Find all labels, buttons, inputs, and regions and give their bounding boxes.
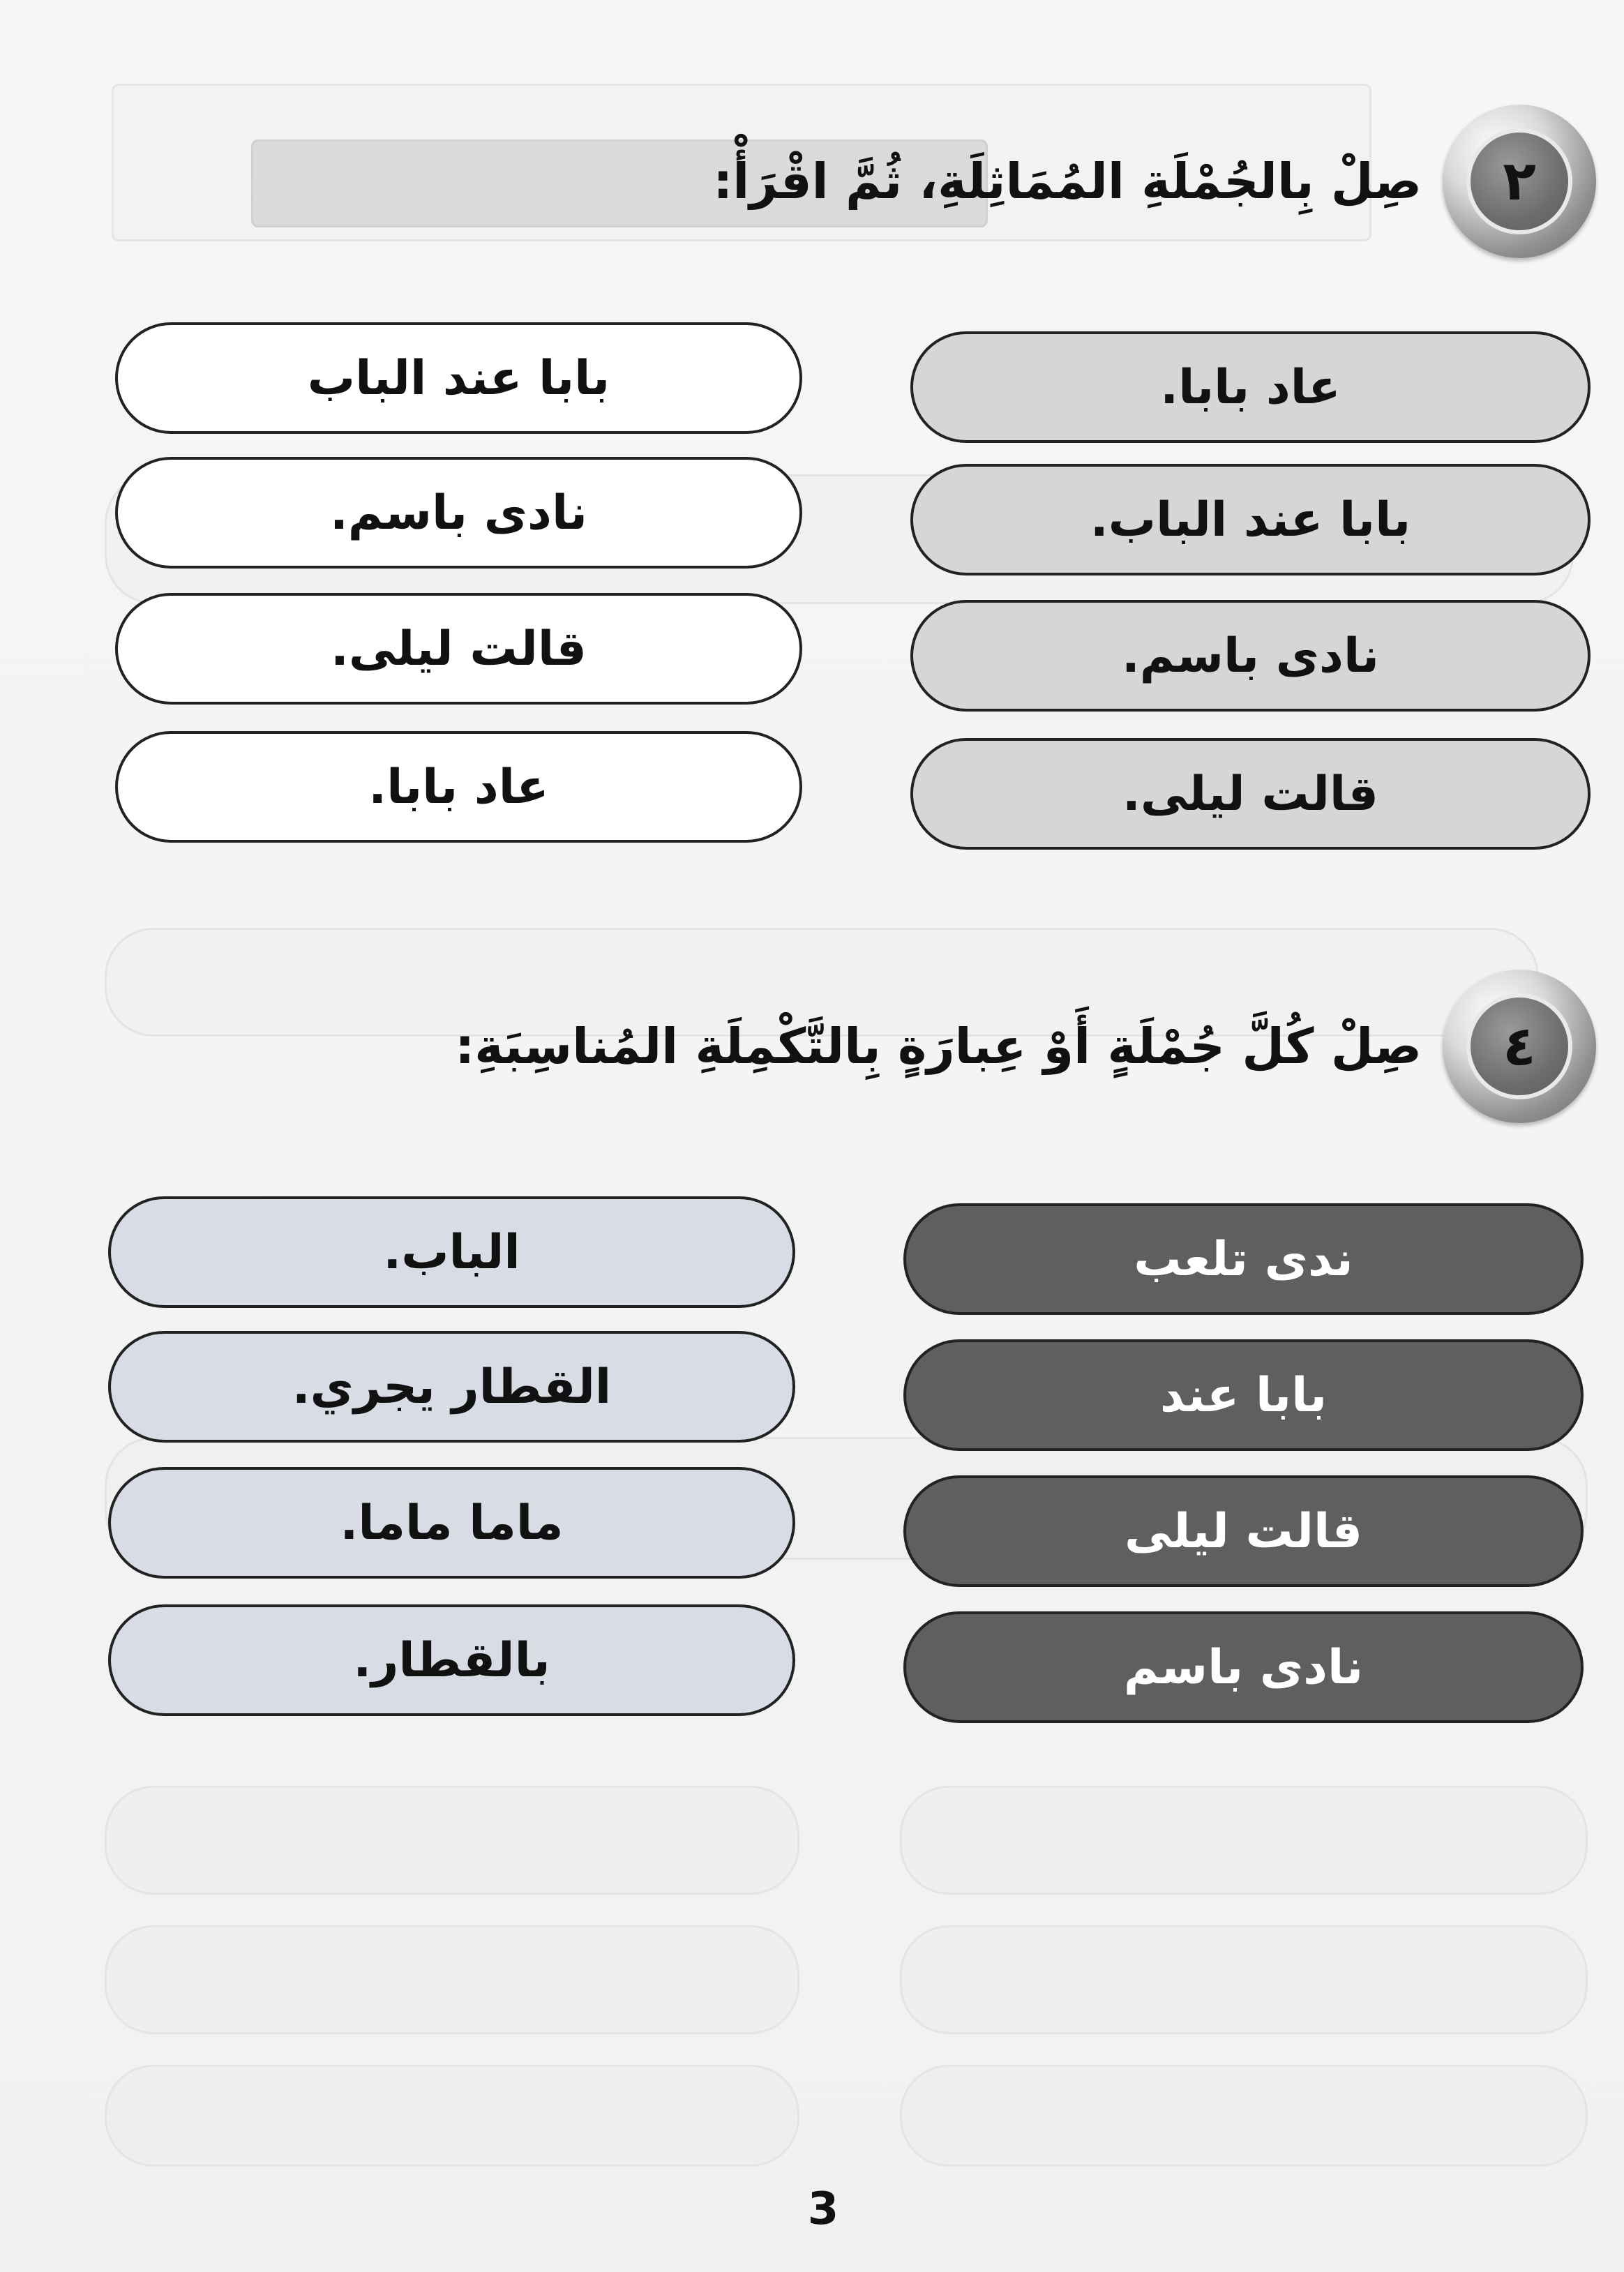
bleed-through-pill xyxy=(105,2065,799,2167)
sentence-start-item[interactable]: قالت ليلى xyxy=(903,1475,1584,1587)
section-4-instruction: صِلْ كُلَّ جُمْلَةٍ أَوْ عِبارَةٍ بِالتَّكْمِلَةِ المُناسِبَةِ: xyxy=(455,1018,1422,1075)
bleed-through-pill xyxy=(105,1925,799,2034)
bleed-through-pill xyxy=(105,1786,799,1895)
bleed-through-pill xyxy=(900,2065,1588,2167)
section-4-number: ٤ xyxy=(1466,993,1572,1099)
match-item-left[interactable]: عاد بابا. xyxy=(115,731,802,843)
bleed-through-pill xyxy=(900,1925,1588,2034)
section-4-header xyxy=(279,970,1596,1123)
section-2-number: ٢ xyxy=(1466,128,1572,234)
section-2-header xyxy=(279,105,1596,258)
match-item-left[interactable]: بابا عند الباب xyxy=(115,322,802,434)
bleed-through-pill xyxy=(900,1786,1588,1895)
match-item-right[interactable]: عاد بابا. xyxy=(910,331,1591,443)
section-2-instruction: صِلْ بِالجُمْلَةِ المُمَاثِلَةِ، ثُمَّ اقْرَأْ: xyxy=(713,153,1422,210)
sentence-start-item[interactable]: ندى تلعب xyxy=(903,1203,1584,1315)
completion-item[interactable]: ماما ماما. xyxy=(108,1467,795,1579)
match-item-left[interactable]: قالت ليلى. xyxy=(115,593,802,705)
section-4-badge xyxy=(1443,970,1596,1123)
match-item-right[interactable]: قالت ليلى. xyxy=(910,738,1591,850)
match-item-right[interactable]: نادى باسم. xyxy=(910,600,1591,712)
sentence-start-item[interactable]: بابا عند xyxy=(903,1339,1584,1451)
match-item-right[interactable]: بابا عند الباب. xyxy=(910,464,1591,575)
completion-item[interactable]: القطار يجري. xyxy=(108,1331,795,1443)
completion-item[interactable]: بالقطار. xyxy=(108,1604,795,1716)
sentence-start-item[interactable]: نادى باسم xyxy=(903,1611,1584,1723)
section-2-badge xyxy=(1443,105,1596,258)
page-number: 3 xyxy=(807,2183,839,2235)
completion-item[interactable]: الباب. xyxy=(108,1196,795,1308)
match-item-left[interactable]: نادى باسم. xyxy=(115,457,802,569)
